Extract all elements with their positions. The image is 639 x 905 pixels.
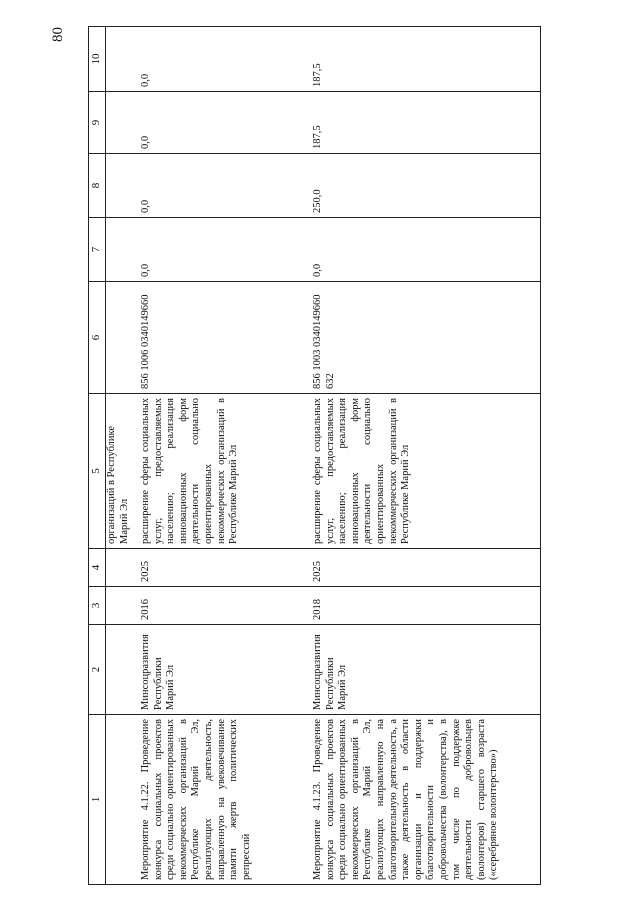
result-cell: расширение сферы социальных услуг, предоставляемых населению; реализация инновационных форм деятельности социально ориентированных некоммерческих организаций в Республике Марий Эл <box>138 394 310 549</box>
value-col7: 0,0 <box>138 218 310 282</box>
col-header-3: 3 <box>89 587 106 625</box>
rotated-sheet <box>50 15 590 885</box>
table-row <box>310 27 541 885</box>
col-header-2: 2 <box>89 625 106 715</box>
continuation-row <box>106 27 139 885</box>
value-col10: 187,5 <box>310 27 541 92</box>
page-number: 80 <box>50 27 66 42</box>
start-year-cell: 2016 <box>138 587 310 625</box>
result-cell: расширение сферы социальных услуг, предоставляемых населению; реализация инновационных форм деятельности социально ориентированных некоммерческих организаций в Республике Марий Эл <box>310 394 541 549</box>
value-col10: 0,0 <box>138 27 310 92</box>
value-col9: 187,5 <box>310 92 541 154</box>
kbk-cell: 856 1006 0340149660 <box>138 282 310 394</box>
value-col8: 0,0 <box>138 154 310 218</box>
col-header-8: 8 <box>89 154 106 218</box>
executor-cell: Минсоцразвития Республики Марий Эл <box>138 625 310 715</box>
column-number-row <box>89 27 106 885</box>
col-header-1: 1 <box>89 715 106 885</box>
continuation-text: организаций в Республике Марий Эл <box>106 394 139 549</box>
value-col7: 0,0 <box>310 218 541 282</box>
kbk-cell: 856 1003 0340149660 632 <box>310 282 541 394</box>
col-header-9: 9 <box>89 92 106 154</box>
col-header-6: 6 <box>89 282 106 394</box>
measure-cell: Мероприятие 4.1.22. Проведение конкурса социальных проектов среди социально ориентированных некоммерческих организаций в Республике Марий Эл, реализующих деятельность, направленную на увековечивание памяти жертв политических репрессий <box>138 715 310 885</box>
col-header-4: 4 <box>89 549 106 587</box>
col-header-10: 10 <box>89 27 106 92</box>
col-header-5: 5 <box>89 394 106 549</box>
table-row <box>138 27 310 885</box>
program-table <box>88 26 541 885</box>
end-year-cell: 2025 <box>310 549 541 587</box>
end-year-cell: 2025 <box>138 549 310 587</box>
value-col9: 0,0 <box>138 92 310 154</box>
start-year-cell: 2018 <box>310 587 541 625</box>
col-header-7: 7 <box>89 218 106 282</box>
value-col8: 250,0 <box>310 154 541 218</box>
measure-cell: Мероприятие 4.1.23. Проведение конкурса социальных проектов среди социально ориентированных некоммерческих организаций в Республике Марий Эл, реализующих направленную на благотворительную деятельность, а также деятельность в области организации и поддержки благотворительности и добровольчества (волонтерства), в том числе по поддержке деятельности добровольцев (волонтеров) старшего возраста («серебряное волонтерство») <box>310 715 541 885</box>
executor-cell: Минсоцразвития Республики Марий Эл <box>310 625 541 715</box>
